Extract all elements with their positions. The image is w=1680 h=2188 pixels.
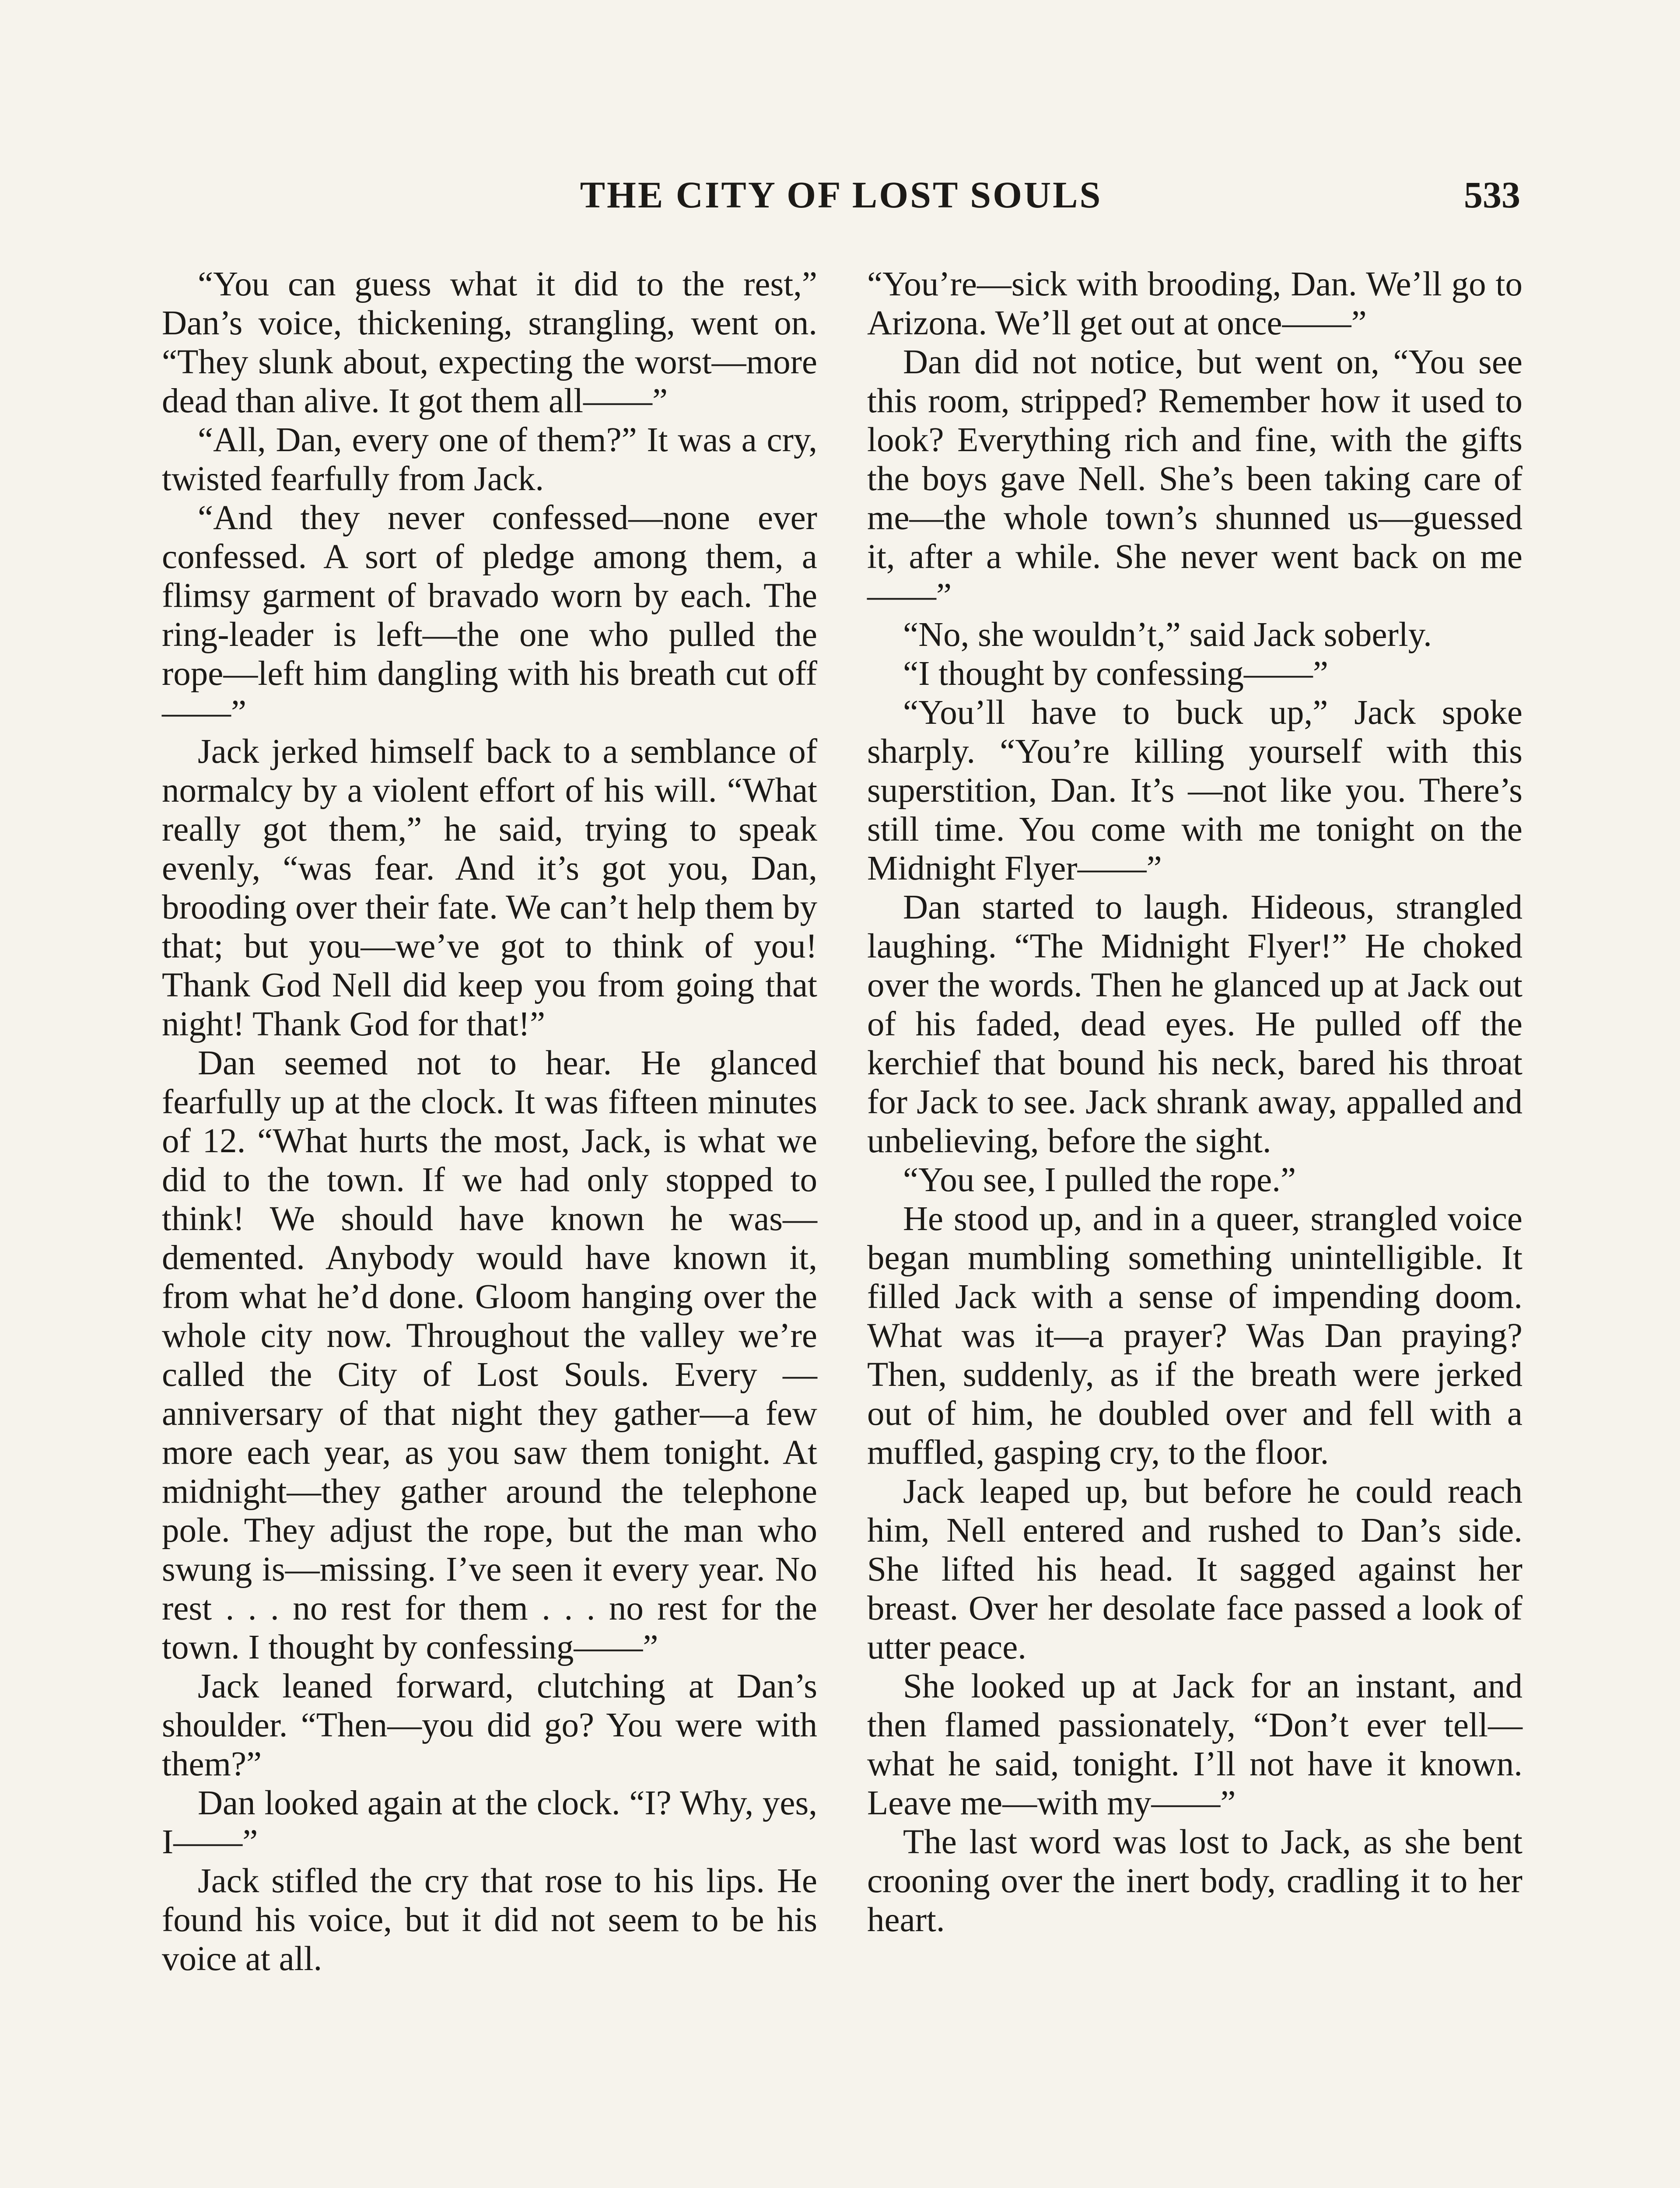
paragraph: Jack stifled the cry that rose to his lips. He found his voice, but it did not seem to be his voice at all.	[162, 1862, 817, 1978]
paragraph: “You’ll have to buck up,” Jack spoke sharply. “You’re killing yourself with this superstition, Dan. It’s —not like you. There’s still time. You come with me tonight on the Midnight Flyer——”	[867, 694, 1522, 887]
paragraph: Jack leaned forward, clutching at Dan’s shoulder. “Then—you did go? You were with them?”	[162, 1667, 817, 1783]
paragraph: The last word was lost to Jack, as she bent crooning over the inert body, cradling it to her heart.	[867, 1823, 1522, 1939]
paragraph: “You can guess what it did to the rest,” Dan’s voice, thickening, strangling, went on. “They slunk about, expecting the worst—more dead than alive. It got them all——”	[162, 265, 817, 420]
paragraph: “You see, I pulled the rope.”	[903, 1161, 1296, 1199]
paragraph: Jack jerked himself back to a semblance of normalcy by a violent effort of his will. “What really got them,” he said, trying to speak evenly, “was fear. And it’s got you, Dan, brooding over their fate. We can’t help them by that; but you—we’ve got to think of you! Thank God Nell did keep you from going that night! Thank God for that!”	[162, 733, 817, 1043]
right-column	[867, 265, 1522, 1939]
paragraph: “All, Dan, every one of them?” It was a cry, twisted fearfully from Jack.	[162, 421, 817, 498]
paragraph: “No, she wouldn’t,” said Jack soberly.	[903, 616, 1432, 654]
running-title: THE CITY OF LOST SOULS	[580, 174, 1102, 216]
left-column	[162, 265, 817, 1978]
paragraph: Dan started to laugh. Hideous, strangled laughing. “The Midnight Flyer!” He choked over the words. Then he glanced up at Jack out of his faded, dead eyes. He pulled off the kerchief that bound his neck, bared his throat for Jack to see. Jack shrank away, appalled and unbelieving, before the sight.	[867, 888, 1522, 1160]
paragraph: He stood up, and in a queer, strangled voice began mumbling something unintelligible. It filled Jack with a sense of impending doom. What was it—a prayer? Was Dan praying? Then, suddenly, as if the breath were jerked out of him, he doubled over and fell with a muffled, gasping cry, to the floor.	[867, 1200, 1522, 1472]
paragraph: “And they never confessed—none ever confessed. A sort of pledge among them, a flimsy garment of bravado worn by each. The ring-leader is left—the one who pulled the rope—left him dangling with his breath cut off——”	[162, 499, 817, 732]
paragraph: “I thought by confessing——”	[903, 655, 1328, 693]
page-header	[162, 171, 1520, 219]
paragraph: Jack leaped up, but before he could reach him, Nell entered and rushed to Dan’s side. She lifted his head. It sagged against her breast. Over her desolate face passed a look of utter peace.	[867, 1473, 1522, 1666]
paragraph: She looked up at Jack for an instant, and then flamed passionately, “Don’t ever tell—what he said, tonight. I’ll not have it known. Leave me—with my——”	[867, 1667, 1522, 1822]
paragraph: Dan did not notice, but went on, “You see this room, stripped? Remember how it used to look? Everything rich and fine, with the gifts the boys gave Nell. She’s been taking care of me—the whole town’s shunned us—guessed it, after a while. She never went back on me——”	[867, 343, 1522, 615]
paragraph: Dan looked again at the clock. “I? Why, yes, I——”	[162, 1784, 817, 1861]
page-number: 533	[1464, 174, 1520, 216]
paragraph: Dan seemed not to hear. He glanced fearfully up at the clock. It was fifteen minutes of 12. “What hurts the most, Jack, is what we did to the town. If we had only stopped to think! We should have known he was—demented. Anybody would have known it, from what he’d done. Gloom hanging over the whole city now. Throughout the valley we’re called the City of Lost Souls. Every —anniversary of that night they gather—a few more each year, as you saw them tonight. At midnight—they gather around the telephone pole. They adjust the rope, but the man who swung is—missing. I’ve seen it every year. No rest . . . no rest for them . . . no rest for the town. I thought by confessing——”	[162, 1044, 817, 1666]
paragraph: “You’re—sick with brooding, Dan. We’ll go to Arizona. We’ll get out at once——”	[867, 265, 1522, 342]
